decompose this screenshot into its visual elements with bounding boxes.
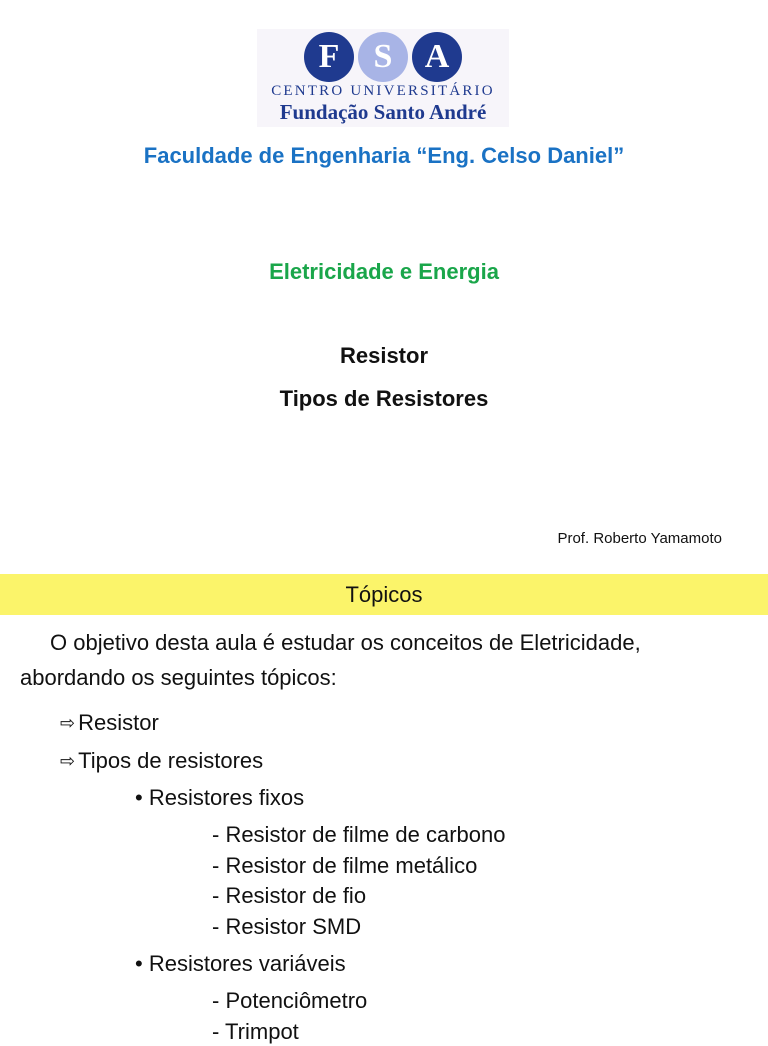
topic-item-label: Tipos de resistores xyxy=(78,748,264,773)
subtopic-fixed-resistors: • Resistores fixos xyxy=(135,785,305,810)
list-item: - Potenciômetro xyxy=(212,988,368,1013)
logo-subtitle: CENTRO UNIVERSITÁRIO xyxy=(271,83,495,99)
logo-circles xyxy=(304,32,462,82)
topic-item-label: Resistor xyxy=(78,710,159,735)
course-title: Eletricidade e Energia xyxy=(269,259,499,284)
intro-paragraph xyxy=(20,625,755,695)
topic-item-resistor xyxy=(60,709,159,737)
logo-letter-f: F xyxy=(304,32,354,82)
list-item: - Resistor de filme de carbono xyxy=(212,822,506,847)
faculty-title: Faculdade de Engenharia “Eng. Celso Daniel” xyxy=(143,143,625,168)
list-item: - Resistor de fio xyxy=(212,883,367,908)
logo-letter-a: A xyxy=(412,32,462,82)
subtopic-variable-resistors: • Resistores variáveis xyxy=(135,951,346,976)
lesson-title: Resistor xyxy=(339,343,429,368)
arrow-right-icon: ⇨ xyxy=(60,751,76,771)
author-name: Prof. Roberto Yamamoto xyxy=(557,530,722,547)
intro-line-1: O objetivo desta aula é estudar os conceitos de Eletricidade, xyxy=(50,630,641,655)
list-item: - Resistor de filme metálico xyxy=(212,853,478,878)
list-item: - Trimpot xyxy=(212,1019,299,1044)
topics-heading: Tópicos xyxy=(0,574,768,615)
arrow-right-icon: ⇨ xyxy=(60,713,76,733)
topic-item-types xyxy=(60,747,263,775)
logo-letter-s: S xyxy=(358,32,408,82)
fsa-logo xyxy=(257,29,509,127)
lesson-subtitle: Tipos de Resistores xyxy=(279,386,489,411)
logo-name: Fundação Santo André xyxy=(279,100,487,124)
intro-line-2: abordando os seguintes tópicos: xyxy=(20,665,337,690)
list-item: - Resistor SMD xyxy=(212,914,362,939)
